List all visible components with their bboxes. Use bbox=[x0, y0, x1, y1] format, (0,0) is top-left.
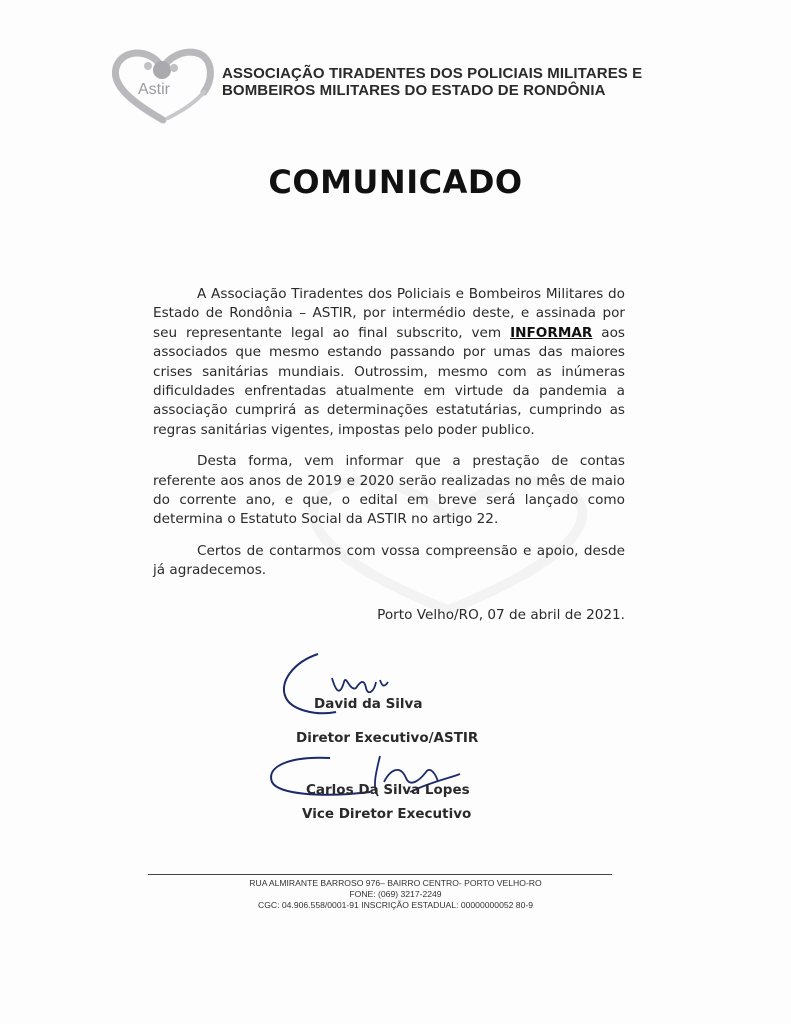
footer-registration: CGC: 04.906.558/0001-91 INSCRIÇÃO ESTADUAL: 00000000052 80-9 bbox=[258, 900, 533, 910]
footer bbox=[0, 878, 791, 911]
informar-emphasis: INFORMAR bbox=[510, 324, 593, 341]
paragraph-3: Certos de contarmos com vossa compreensão e apoio, desde já agradecemos. bbox=[153, 542, 625, 579]
signatory-2-role: Vice Diretor Executivo bbox=[302, 806, 472, 822]
paragraph-2: Desta forma, vem informar que a prestação de contas referente aos anos de 2019 e 2020 serão realizadas no mês de maio do corrente ano, e que, o edital em breve será lançado como determina o Estatuto Social da ASTIR no artigo 22. bbox=[153, 453, 625, 528]
org-name-line-1: ASSOCIAÇÃO TIRADENTES DOS POLICIAIS MILITARES E bbox=[222, 65, 643, 82]
paragraph-1 bbox=[153, 285, 625, 440]
org-name-line-2: BOMBEIROS MILITARES DO ESTADO DE RONDÔNIA bbox=[222, 82, 606, 99]
signatory-2-name: Carlos Da Silva Lopes bbox=[306, 782, 470, 798]
footer-address: RUA ALMIRANTE BARROSO 976– BAIRRO CENTRO- PORTO VELHO-RO bbox=[249, 878, 542, 888]
footer-phone: FONE: (069) 3217-2249 bbox=[349, 889, 442, 899]
signatory-1-name: David da Silva bbox=[314, 696, 423, 712]
svg-text:Astir: Astir bbox=[138, 81, 170, 98]
astir-logo bbox=[108, 44, 218, 124]
document-body bbox=[153, 285, 625, 593]
paragraph-1-start: A Associação Tiradentes dos Policiais e Bombeiros Militares do Estado de Rondônia – ASTIR, por intermédio deste, e assinada por seu representante legal ao final subscrito, vem bbox=[153, 286, 625, 341]
organization-name bbox=[222, 65, 642, 99]
signatory-1-role: Diretor Executivo/ASTIR bbox=[296, 730, 479, 746]
footer-divider bbox=[148, 874, 612, 875]
document-title: COMUNICADO bbox=[268, 163, 523, 201]
paragraph-1-end: aos associados que mesmo estando passando por umas das maiores crises sanitárias mundiais. Outrossim, mesmo com as inúmeras dificuldades enfrentadas atualmente em virtude da pandemia a associação cumprirá as determinações estatutárias, cumprindo as regras sanitárias vigentes, impostas pelo poder publico. bbox=[153, 324, 625, 438]
document-date: Porto Velho/RO, 07 de abril de 2021. bbox=[377, 607, 625, 623]
